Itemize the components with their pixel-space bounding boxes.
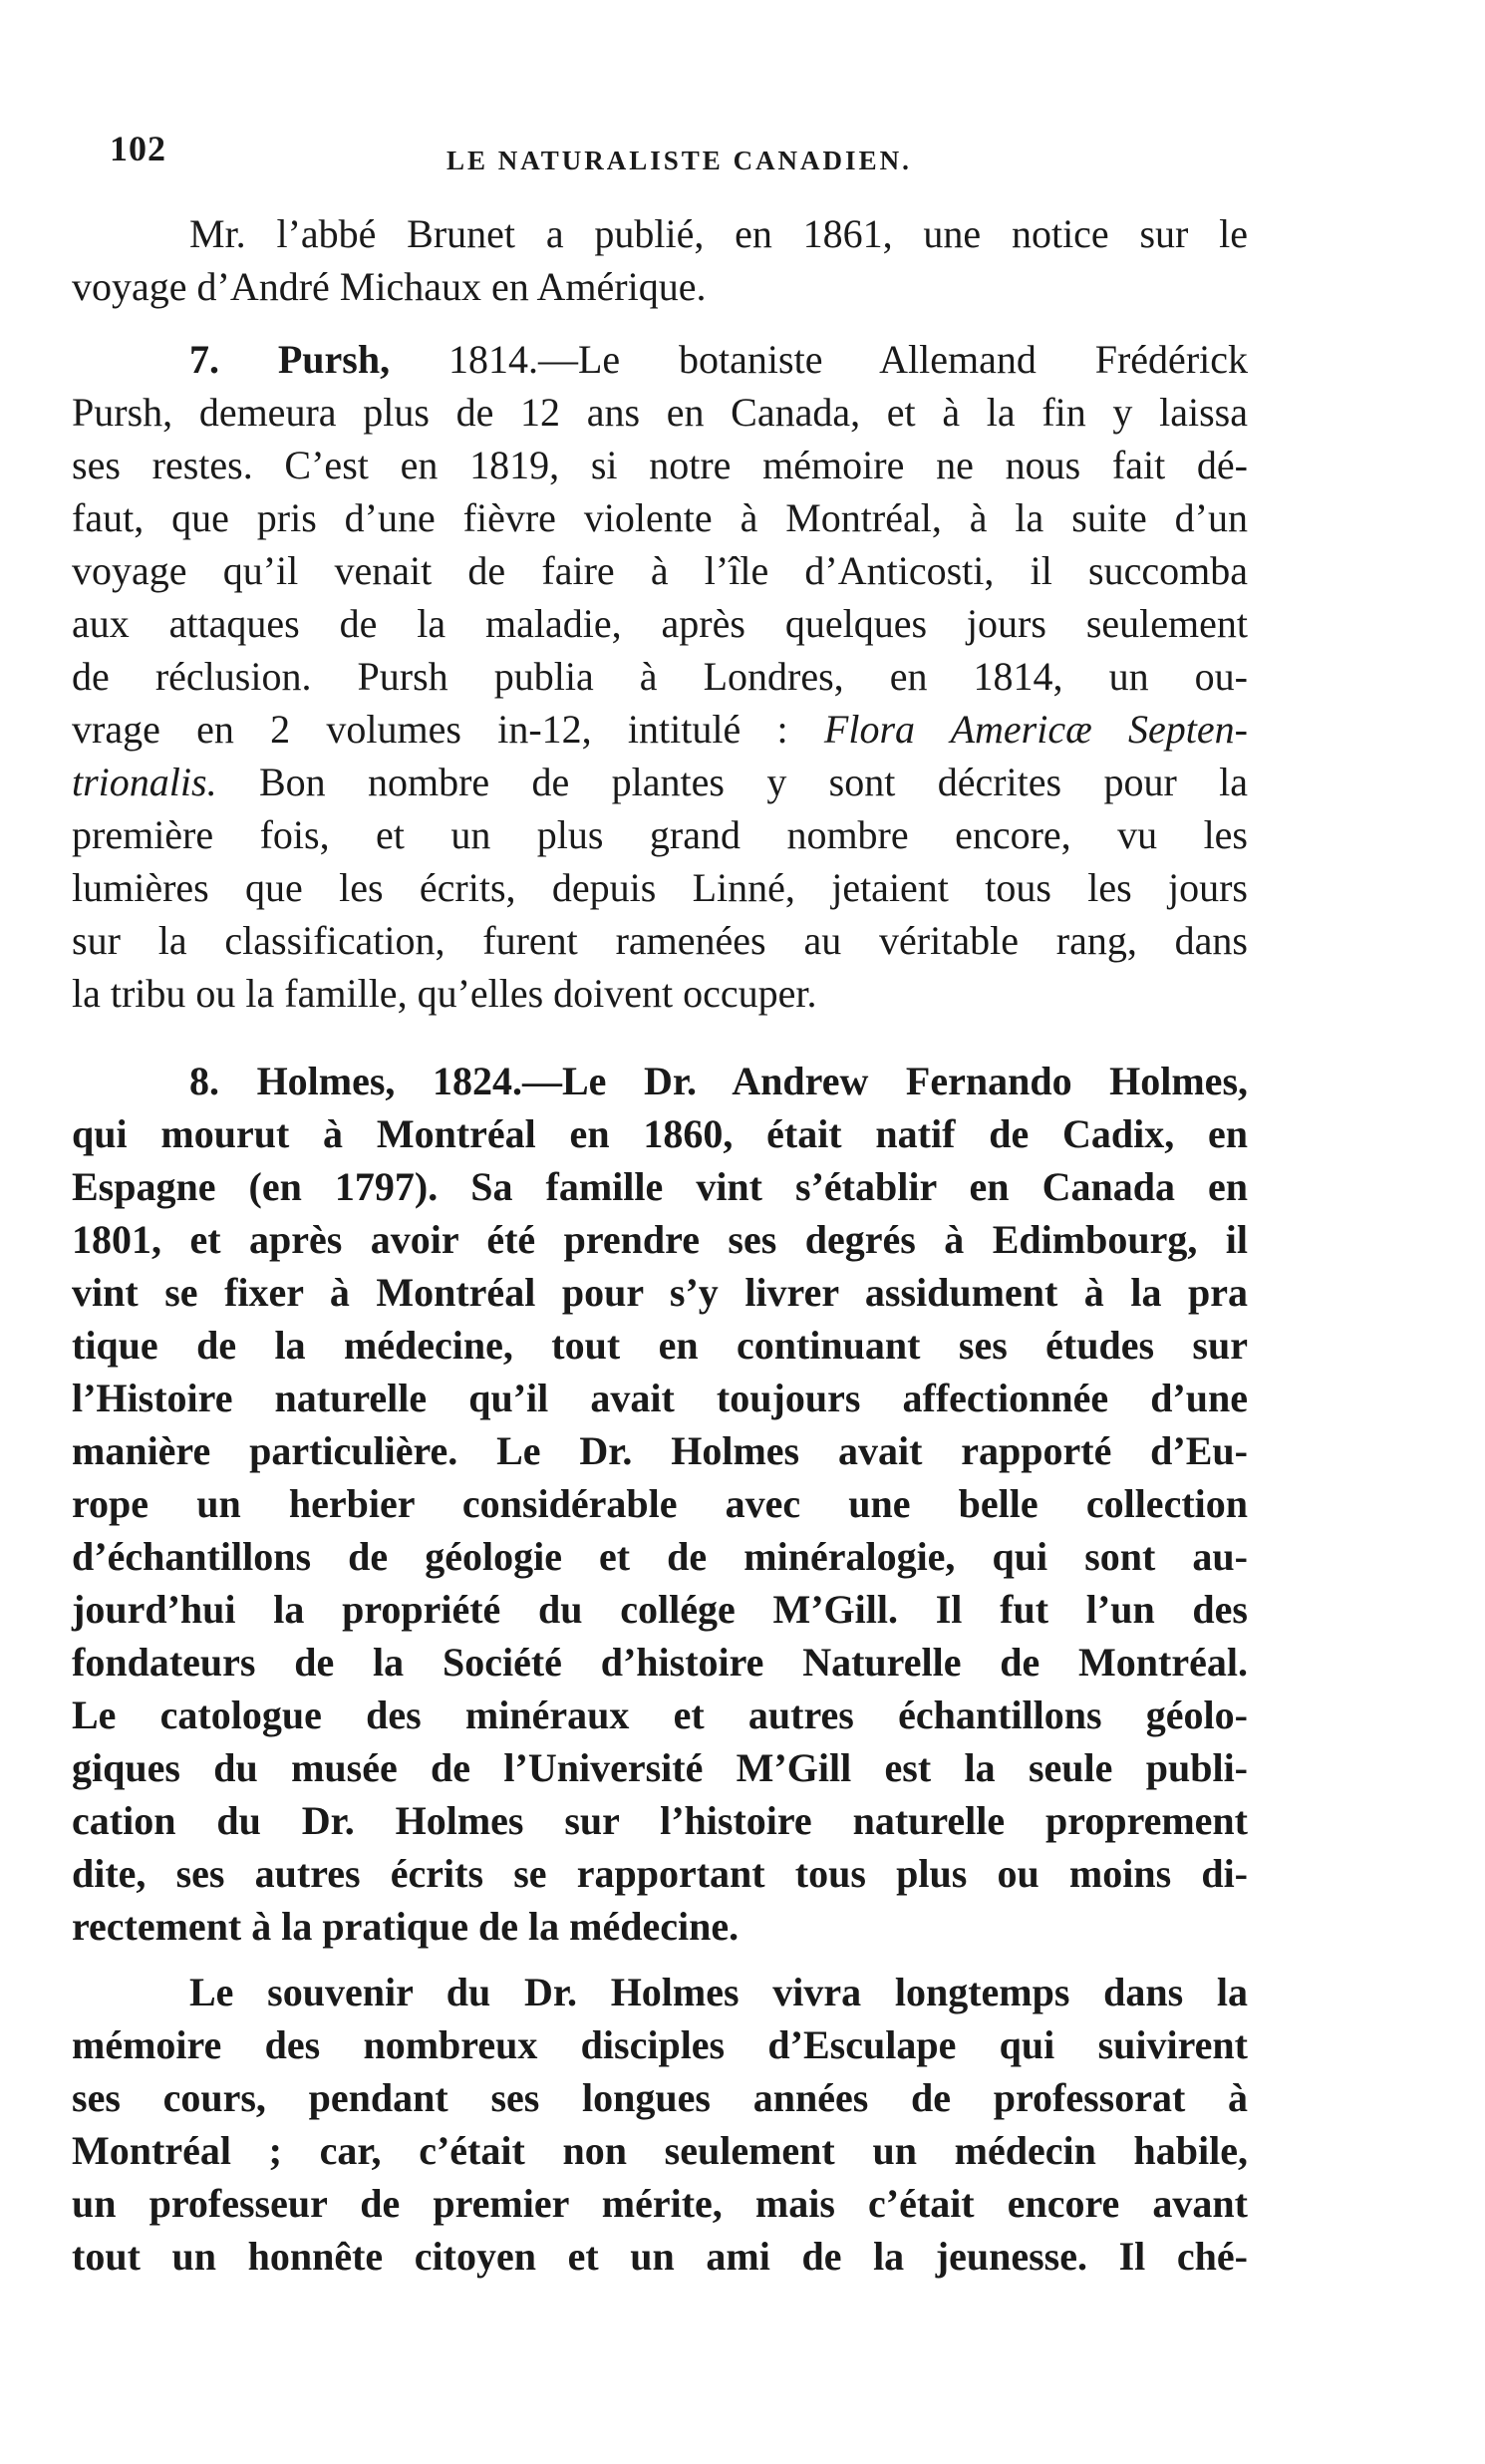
entry-number: 7. <box>189 337 219 382</box>
text-line: giques du musée de l’Université M’Gill est la seule publi- <box>72 1745 1248 1790</box>
text-line: Le catologue des minéraux et autres échantillons géolo- <box>72 1693 1248 1737</box>
text-line <box>72 333 1248 386</box>
text-line: un professeur de premier mérite, mais c’était encore avant <box>72 2181 1248 2226</box>
text-line: qui mourut à Montréal en 1860, était natif de Cadix, en <box>72 1111 1248 1156</box>
entry-intro: 1824.—Le Dr. Andrew Fernando Holmes, <box>395 1059 1249 1103</box>
text-line: faut, que pris d’une fièvre violente à Montréal, à la suite d’un <box>72 495 1248 540</box>
text-segment: Bon nombre de plantes y sont décrites pour la <box>216 760 1248 804</box>
text-line: cation du Dr. Holmes sur l’histoire naturelle proprement <box>72 1798 1248 1843</box>
text-line: voyage d’André Michaux en Amérique. <box>72 264 707 309</box>
text-line: de réclusion. Pursh publia à Londres, en 1814, un ou- <box>72 654 1248 699</box>
text-line: voyage qu’il venait de faire à l’île d’Anticosti, il succomba <box>72 548 1248 593</box>
text-line: aux attaques de la maladie, après quelques jours seulement <box>72 601 1248 646</box>
text-line: la tribu ou la famille, qu’elles doivent occuper. <box>72 971 817 1016</box>
text-line: mémoire des nombreux disciples d’Esculape qui suivirent <box>72 2022 1248 2067</box>
page-number: 102 <box>110 129 166 168</box>
text-line <box>72 756 1248 808</box>
text-line: rectement à la pratique de la médecine. <box>72 1904 740 1949</box>
journal-title: LE NATURALISTE CANADIEN. <box>446 146 912 175</box>
text-line <box>72 703 1248 756</box>
text-line <box>72 1055 1248 1107</box>
text-line: 1801, et après avoir été prendre ses degrés à Edimbourg, il <box>72 1217 1248 1262</box>
text-line: Espagne (en 1797). Sa famille vint s’établir en Canada en <box>72 1164 1248 1209</box>
paragraph-pursh <box>72 333 1248 1020</box>
text-line: d’échantillons de géologie et de minéralogie, qui sont au- <box>72 1534 1248 1579</box>
text-line: jourd’hui la propriété du collége M’Gill. Il fut l’un des <box>72 1587 1248 1632</box>
entry-name: Pursh, <box>277 337 391 382</box>
text-line: première fois, et un plus grand nombre encore, vu les <box>72 812 1248 857</box>
text-segment: vrage en 2 volumes in-12, intitulé : <box>72 707 824 752</box>
paragraph-holmes-remembrance <box>72 1966 1248 2283</box>
text-line: tout un honnête citoyen et un ami de la jeunesse. Il ché- <box>72 2234 1248 2279</box>
running-head <box>110 128 1246 177</box>
book-title-italic: Flora Americæ Septen- <box>823 707 1248 752</box>
text-line: Mr. l’abbé Brunet a publié, en 1861, une notice sur le <box>189 211 1248 256</box>
text-line: manière particulière. Le Dr. Holmes avait rapporté d’Eu- <box>72 1428 1248 1473</box>
text-line: l’Histoire naturelle qu’il avait toujours affectionnée d’une <box>72 1376 1248 1420</box>
paragraph-michaux-notice <box>72 207 1248 313</box>
text-line: fondateurs de la Société d’histoire Naturelle de Montréal. <box>72 1640 1248 1685</box>
text-line: ses restes. C’est en 1819, si notre mémoire ne nous fait dé- <box>72 443 1248 487</box>
text-line: Le souvenir du Dr. Holmes vivra longtemps dans la <box>189 1970 1248 2014</box>
text-line: dite, ses autres écrits se rapportant tous plus ou moins di- <box>72 1851 1248 1896</box>
text-line: Montréal ; car, c’était non seulement un médecin habile, <box>72 2128 1248 2173</box>
text-line: lumières que les écrits, depuis Linné, jetaient tous les jours <box>72 865 1248 910</box>
text-line: rope un herbier considérable avec une belle collection <box>72 1481 1248 1526</box>
text-line: ses cours, pendant ses longues années de professorat à <box>72 2075 1248 2120</box>
text-line: Pursh, demeura plus de 12 ans en Canada, et à la fin y laissa <box>72 390 1248 435</box>
book-title-italic: trionalis. <box>72 760 217 804</box>
entry-number: 8. <box>189 1059 219 1103</box>
text-line: vint se fixer à Montréal pour s’y livrer assidument à la pra <box>72 1270 1248 1315</box>
paragraph-holmes <box>72 1055 1248 1953</box>
entry-intro: 1814.—Le botaniste Allemand Frédérick <box>390 337 1249 382</box>
text-line: sur la classification, furent ramenées au véritable rang, dans <box>72 918 1248 963</box>
text-line: tique de la médecine, tout en continuant ses études sur <box>72 1323 1248 1368</box>
entry-name: Holmes, <box>256 1059 396 1103</box>
